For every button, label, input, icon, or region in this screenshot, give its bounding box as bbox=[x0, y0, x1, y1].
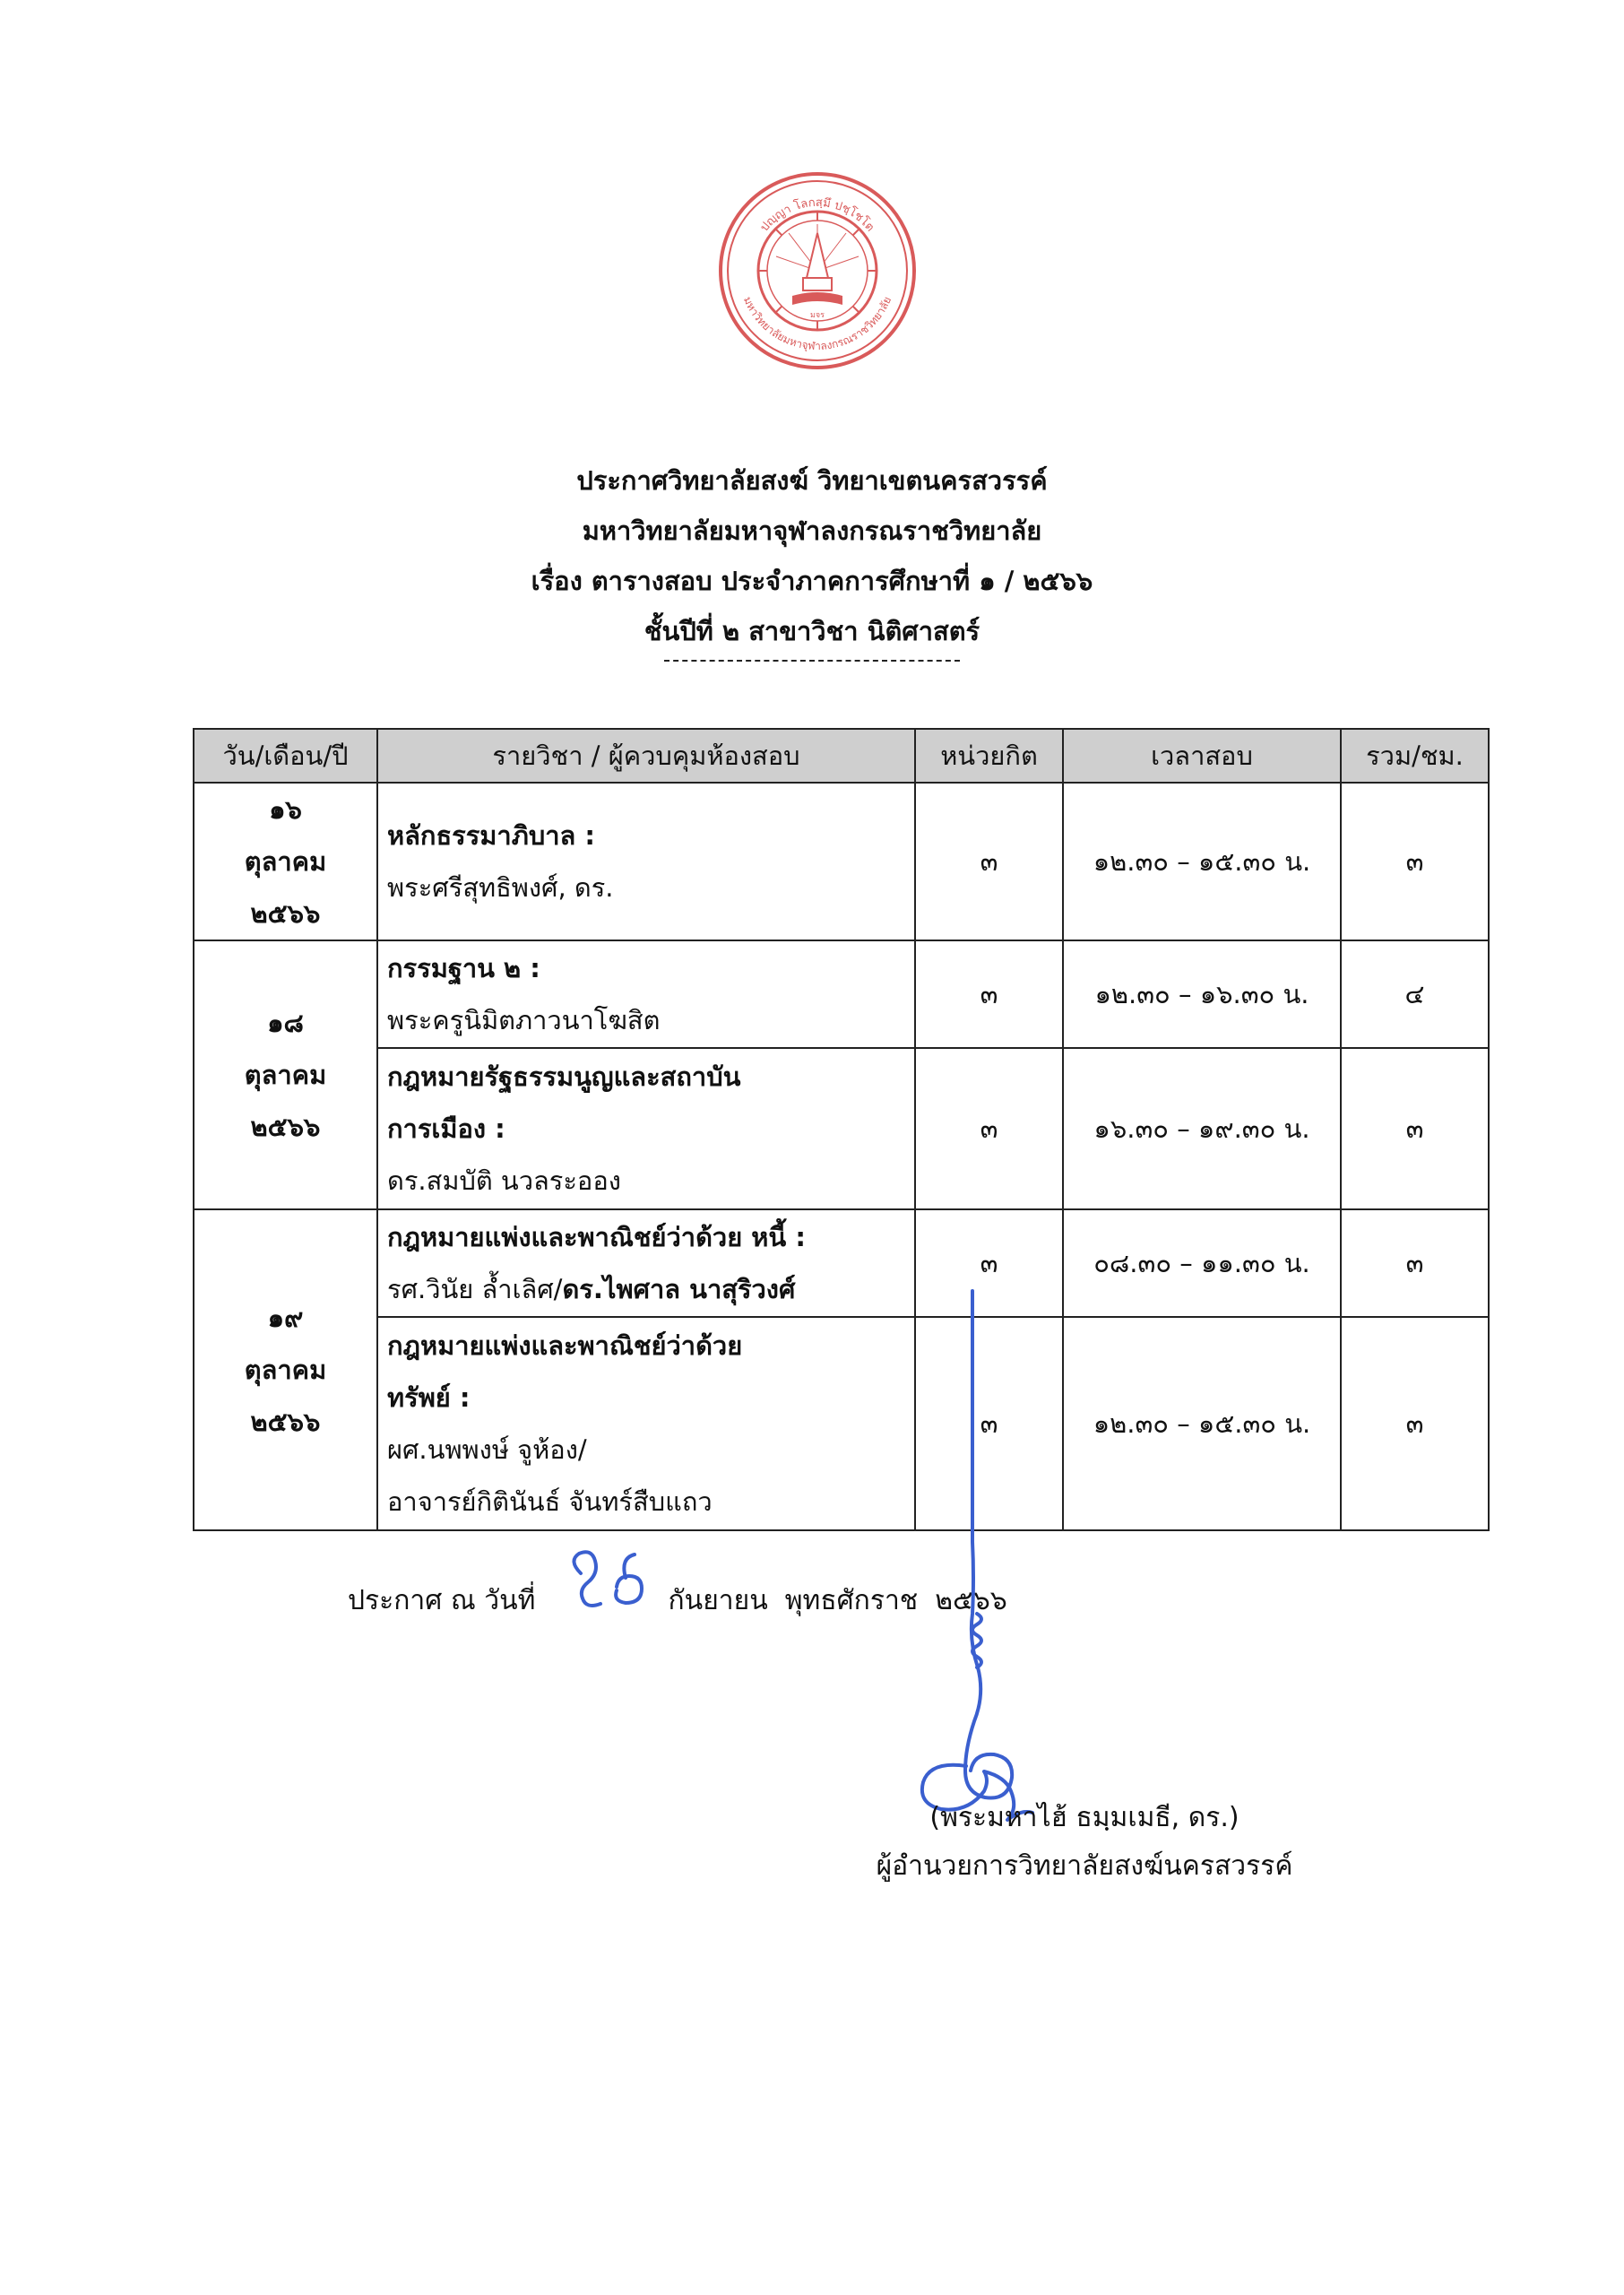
date-month: ตุลาคม bbox=[244, 1060, 327, 1090]
exam-schedule-table bbox=[193, 728, 1490, 1531]
hours-cell: ๓ bbox=[1341, 1048, 1489, 1209]
signer-name: (พระมหาไฮ้ ธมฺมเมธี, ดร.) bbox=[929, 1802, 1240, 1833]
table-row bbox=[194, 1317, 1489, 1530]
subject-cell bbox=[377, 1317, 915, 1530]
subject-cell bbox=[377, 1048, 915, 1209]
date-cell bbox=[194, 1209, 377, 1530]
credits-cell: ๓ bbox=[915, 1048, 1063, 1209]
date-month: ตุลาคม bbox=[244, 846, 327, 877]
date-year: ๒๕๖๖ bbox=[250, 1407, 321, 1437]
seal-center-text: มจร bbox=[809, 311, 825, 320]
announcement-month: กันยายน bbox=[668, 1585, 768, 1616]
credits-cell: ๓ bbox=[915, 1209, 1063, 1317]
header-subject: รายวิชา / ผู้ควบคุมห้องสอบ bbox=[377, 729, 915, 783]
date-cell bbox=[194, 940, 377, 1209]
proctor-name: ดร.สมบัติ นวลระออง bbox=[387, 1165, 621, 1196]
announcement-line bbox=[348, 1580, 1007, 1622]
credits-cell: ๓ bbox=[915, 1317, 1063, 1530]
subject-name-line-1: กฎหมายแพ่งและพาณิชย์ว่าด้วย bbox=[387, 1330, 743, 1361]
table-row bbox=[194, 1048, 1489, 1209]
hours-cell: ๓ bbox=[1341, 783, 1489, 940]
header-hours: รวม/ชม. bbox=[1341, 729, 1489, 783]
proctor-name-b: ดร.ไพศาล นาสุริวงศ์ bbox=[562, 1274, 796, 1304]
hours-cell: ๓ bbox=[1341, 1317, 1489, 1530]
date-day: ๑๖ bbox=[269, 794, 302, 825]
subject-name: กฎหมายแพ่งและพาณิชย์ว่าด้วย หนี้ : bbox=[387, 1222, 806, 1252]
table-header-row bbox=[194, 729, 1489, 783]
signature-squiggle bbox=[972, 1614, 981, 1667]
time-cell: ๑๒.๓๐ – ๑๕.๓๐ น. bbox=[1063, 1317, 1341, 1530]
date-day: ๑๙ bbox=[267, 1303, 304, 1333]
subject-name: หลักธรรมาภิบาล : bbox=[387, 820, 595, 851]
handwritten-day-text bbox=[552, 1609, 553, 1610]
credits-cell: ๓ bbox=[915, 783, 1063, 940]
header-line-3: เรื่อง ตารางสอบ ประจำภาคการศึกษาที่ ๑ / ๒๕๖๖ bbox=[531, 566, 1093, 596]
proctor-name: พระศรีสุทธิพงศ์, ดร. bbox=[387, 872, 614, 903]
header-line-4: ชั้นปีที่ ๒ สาขาวิชา นิติศาสตร์ bbox=[644, 616, 980, 646]
subject-name-line-1: กฎหมายรัฐธรรมนูญและสถาบัน bbox=[387, 1061, 741, 1092]
proctor-name-a: รศ.วินัย ล้ำเลิศ/ bbox=[387, 1274, 563, 1304]
time-cell: ๑๒.๓๐ – ๑๕.๓๐ น. bbox=[1063, 783, 1341, 940]
proctor-name: พระครูนิมิตภาวนาโฆสิต bbox=[387, 1005, 661, 1035]
subject-cell bbox=[377, 940, 915, 1048]
proctor-name bbox=[387, 1263, 905, 1315]
handwritten-day bbox=[552, 1585, 651, 1616]
signer-title: ผู้อำนวยการวิทยาลัยสงฆ์นครสวรรค์ bbox=[876, 1850, 1293, 1882]
document-header bbox=[0, 455, 1624, 662]
date-year: ๒๕๖๖ bbox=[250, 898, 321, 929]
university-seal bbox=[717, 170, 918, 371]
header-line-1: ประกาศวิทยาลัยสงฆ์ วิทยาเขตนครสวรรค์ bbox=[576, 465, 1048, 496]
credits-cell: ๓ bbox=[915, 940, 1063, 1048]
header-line-2: มหาวิทยาลัยมหาจุฬาลงกรณราชวิทยาลัย bbox=[582, 515, 1042, 546]
announcement-era: พุทธศักราช bbox=[784, 1585, 919, 1616]
header-divider bbox=[664, 660, 960, 662]
time-cell: ๐๘.๓๐ – ๑๑.๓๐ น. bbox=[1063, 1209, 1341, 1317]
hours-cell: ๓ bbox=[1341, 1209, 1489, 1317]
table-row bbox=[194, 940, 1489, 1048]
subject-name-line-2: ทรัพย์ : bbox=[387, 1382, 471, 1413]
subject-name-line-2: การเมือง : bbox=[387, 1113, 505, 1144]
announcement-year: ๒๕๖๖ bbox=[935, 1585, 1007, 1616]
time-cell: ๑๖.๓๐ – ๑๙.๓๐ น. bbox=[1063, 1048, 1341, 1209]
announcement-prefix: ประกาศ ณ วันที่ bbox=[348, 1585, 536, 1616]
date-year: ๒๕๖๖ bbox=[250, 1112, 321, 1142]
date-cell bbox=[194, 783, 377, 940]
hours-cell: ๔ bbox=[1341, 940, 1489, 1048]
table-row bbox=[194, 1209, 1489, 1317]
date-month: ตุลาคม bbox=[244, 1355, 327, 1385]
proctor-name-line-1: ผศ.นพพงษ์ จูห้อง/ bbox=[387, 1434, 587, 1465]
time-cell: ๑๒.๓๐ – ๑๖.๓๐ น. bbox=[1063, 940, 1341, 1048]
table-row bbox=[194, 783, 1489, 940]
subject-name: กรรมฐาน ๒ : bbox=[387, 953, 540, 983]
header-credits: หน่วยกิต bbox=[915, 729, 1063, 783]
proctor-name-line-2: อาจารย์กิตินันธ์ จันทร์สืบแถว bbox=[387, 1486, 713, 1517]
header-time: เวลาสอบ bbox=[1063, 729, 1341, 783]
date-day: ๑๘ bbox=[267, 1008, 304, 1038]
subject-cell bbox=[377, 783, 915, 940]
seal-motto: ปญฺญา โลกสฺมึ ปชฺโชโต bbox=[757, 195, 877, 235]
subject-cell bbox=[377, 1209, 915, 1317]
seal-ring-text: มหาวิทยาลัยมหาจุฬาลงกรณราชวิทยาลัย bbox=[740, 294, 894, 353]
header-date: วัน/เดือน/ปี bbox=[194, 729, 377, 783]
